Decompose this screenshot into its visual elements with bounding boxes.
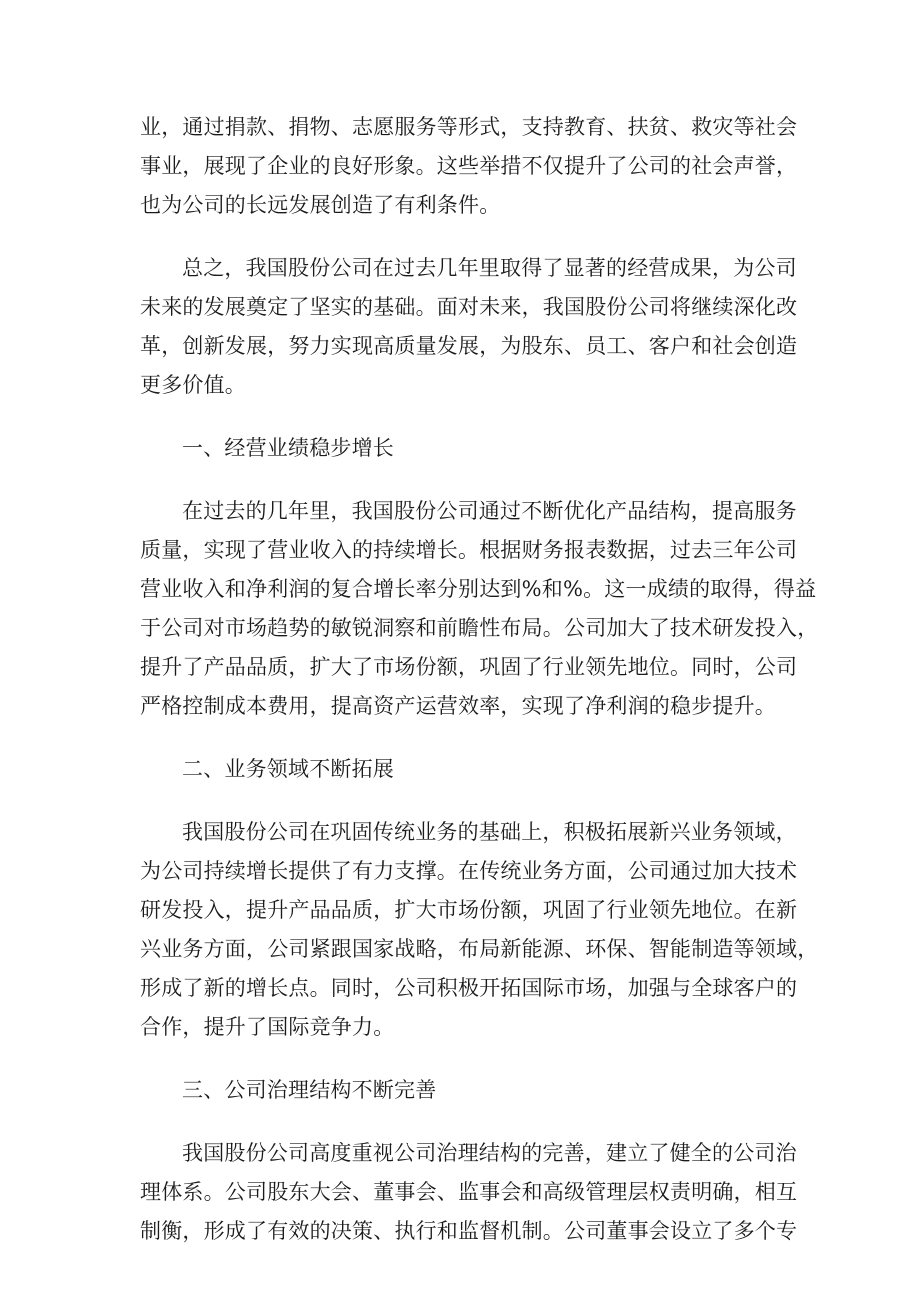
text-line: 于公司对市场趋势的敏锐洞察和前瞻性布局。公司加大了技术研发投入， <box>140 616 819 640</box>
document-body <box>140 108 819 1275</box>
paragraph-business-expansion <box>140 813 819 1047</box>
text-line: 业，通过捐款、捐物、志愿服务等形式，支持教育、扶贫、救灾等社会 <box>140 115 798 139</box>
text-line: 总之，我国股份公司在过去几年里取得了显著的经营成果，为公司 <box>182 256 797 280</box>
text-line: 在过去的几年里，我国股份公司通过不断优化产品结构，提高服务 <box>182 499 797 523</box>
paragraph-governance <box>140 1134 798 1251</box>
text-line: 形成了新的增长点。同时，公司积极开拓国际市场，加强与全球客户的 <box>140 976 798 1000</box>
paragraph-performance <box>140 492 819 726</box>
text-line: 革，创新发展，努力实现高质量发展，为股东、员工、客户和社会创造 <box>140 334 798 358</box>
text-line: 合作，提升了国际竞争力。 <box>140 1015 395 1039</box>
text-line: 理体系。公司股东大会、董事会、监事会和高级管理层权责明确，相互 <box>140 1180 798 1204</box>
section-heading-3 <box>140 1071 780 1110</box>
text-line: 营业收入和净利润的复合增长率分别达到%和%。这一成绩的取得，得益 <box>140 577 817 601</box>
heading-text: 三、公司治理结构不断完善 <box>182 1078 437 1102</box>
text-line: 也为公司的长远发展创造了有利条件。 <box>140 193 501 217</box>
text-line: 事业，展现了企业的良好形象。这些举措不仅提升了公司的社会声誉， <box>140 154 798 178</box>
heading-text: 一、经营业绩稳步增长 <box>182 436 394 460</box>
text-line: 严格控制成本费用，提高资产运营效率，实现了净利润的稳步提升。 <box>140 694 776 718</box>
text-line: 我国股份公司高度重视公司治理结构的完善，建立了健全的公司治 <box>182 1141 797 1165</box>
text-line: 更多价值。 <box>140 373 246 397</box>
text-line: 兴业务方面，公司紧跟国家战略，布局新能源、环保、智能制造等领域， <box>140 937 819 961</box>
text-line: 我国股份公司在巩固传统业务的基础上，积极拓展新兴业务领域， <box>182 820 797 844</box>
text-line: 质量，实现了营业收入的持续增长。根据财务报表数据，过去三年公司 <box>140 538 798 562</box>
text-line: 为公司持续增长提供了有力支撑。在传统业务方面，公司通过加大技术 <box>140 859 798 883</box>
section-heading-1 <box>140 429 780 468</box>
heading-text: 二、业务领域不断拓展 <box>182 757 394 781</box>
section-heading-2 <box>140 750 780 789</box>
paragraph-summary <box>140 249 798 405</box>
paragraph-social-responsibility-continued <box>140 108 798 225</box>
text-line: 提升了产品品质，扩大了市场份额，巩固了行业领先地位。同时，公司 <box>140 655 798 679</box>
text-line: 制衡，形成了有效的决策、执行和监督机制。公司董事会设立了多个专 <box>140 1219 798 1243</box>
text-line: 未来的发展奠定了坚实的基础。面对未来，我国股份公司将继续深化改 <box>140 295 798 319</box>
text-line: 研发投入，提升产品品质，扩大市场份额，巩固了行业领先地位。在新 <box>140 898 798 922</box>
